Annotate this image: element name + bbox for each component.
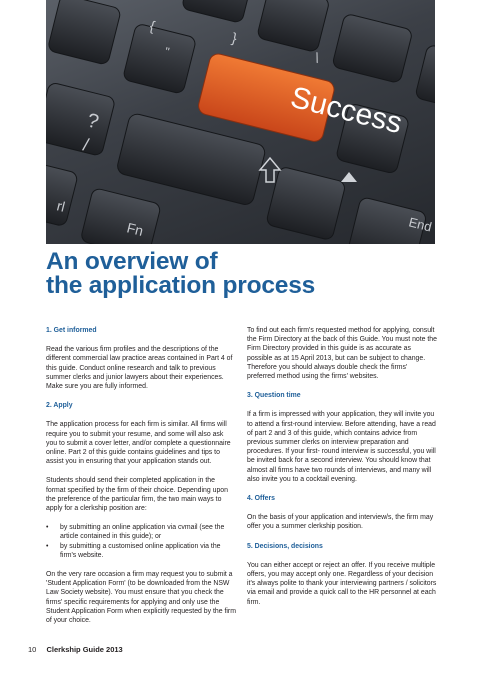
apply-paragraph-4: To find out each firm's requested method for applying, consult the Firm Directory at the back of this Guide. You must note the Firm Directory provided in this guide is as accurate as possible as at 15 April 2013, but can be subject to change. Therefore you should always double check the firms' preferred method using the firms' websites. xyxy=(247,327,437,381)
list-item: • by submitting an online application via cvmail (see the article contained in this guide); or xyxy=(46,523,236,541)
svg-text:}: } xyxy=(230,29,239,47)
page-footer xyxy=(28,645,123,654)
list-item: • by submitting a customised online application via the firm's website. xyxy=(46,542,236,560)
end-key-label: End xyxy=(407,214,434,235)
page-title-line-2: the application process xyxy=(46,272,316,299)
offers-paragraph: On the basis of your application and interview/s, the firm may offer you a summer clerkship position. xyxy=(247,514,434,531)
section-heading-offers: 4. Offers xyxy=(247,495,275,503)
apply-paragraph-1: The application process for each firm is similar. All firms will require you to submit your resume, and some will also ask you to submit a cover letter, and/or complete a questionnaire online. Part 2 of this guide contains guidelines and tips to assist you in ensuring that your application stands out. xyxy=(46,421,231,466)
section-heading-decisions: 5. Decisions, decisions xyxy=(247,542,323,550)
page-title xyxy=(46,250,446,298)
right-column xyxy=(247,326,437,617)
svg-text:rl: rl xyxy=(55,197,67,215)
hero-keyboard-image xyxy=(46,0,435,244)
decisions-paragraph: You can either accept or reject an offer. If you receive multiple offers, you may accept only one. Regardless of your decision it's always polite to thank your interviewing partners / solicitors via email and provide a quick call to the HR personnel at each firm. xyxy=(247,561,437,606)
section-heading-get-informed: 1. Get informed xyxy=(46,327,97,334)
keyboard-illustration xyxy=(46,0,435,244)
up-arrow-icon xyxy=(341,172,357,182)
apply-paragraph-2: Students should send their completed application in the format specified by the firm of their choice. Depending upon the preference of the particular firm, the two main ways to apply for a clerkship position are: xyxy=(46,477,228,513)
page-number: 10 xyxy=(28,645,37,654)
fn-key-label: Fn xyxy=(125,219,146,239)
left-column xyxy=(46,326,236,635)
question-time-paragraph: If a firm is impressed with your application, they will invite you to attend a first-round interview. Before attending, have a read of part 2 and 3 of this guide, which contains advice from previous summer clerks on interview preparation and procedures. If your first- round interview is successful, you will be invited back for a second interview. You should know that almost all firms have two rounds of interviews, and many will also invite you to a cocktail evening. xyxy=(247,411,436,483)
section-heading-apply: 2. Apply xyxy=(46,402,73,410)
get-informed-paragraph: Read the various firm profiles and the descriptions of the different commercial law practice areas contained in Part 4 of this guide. Conduct online research and talk to previous summer clerks and junior lawyers about their experiences. Make sure you are fully informed. xyxy=(46,346,233,391)
svg-text:/: / xyxy=(81,134,91,156)
apply-paragraph-3: On the very rare occasion a firm may request you to submit a 'Student Application Form' (to be downloaded from the NSW Law Society website). You must ensure that you check the firms' specific requirements for applying and only use the Student Application Form when explicitly requested by the firm of your choice. xyxy=(46,571,236,625)
success-key-label: Success xyxy=(287,80,406,141)
page-title-line-1: An overview of xyxy=(46,248,218,275)
svg-text:{: { xyxy=(148,17,157,35)
guide-title: Clerkship Guide 2013 xyxy=(46,645,123,654)
section-heading-question-time: 3. Question time xyxy=(247,392,301,400)
svg-text:?: ? xyxy=(84,109,101,134)
apply-methods-list xyxy=(46,523,236,560)
svg-text:\: \ xyxy=(313,49,321,66)
svg-text:": " xyxy=(163,44,171,59)
